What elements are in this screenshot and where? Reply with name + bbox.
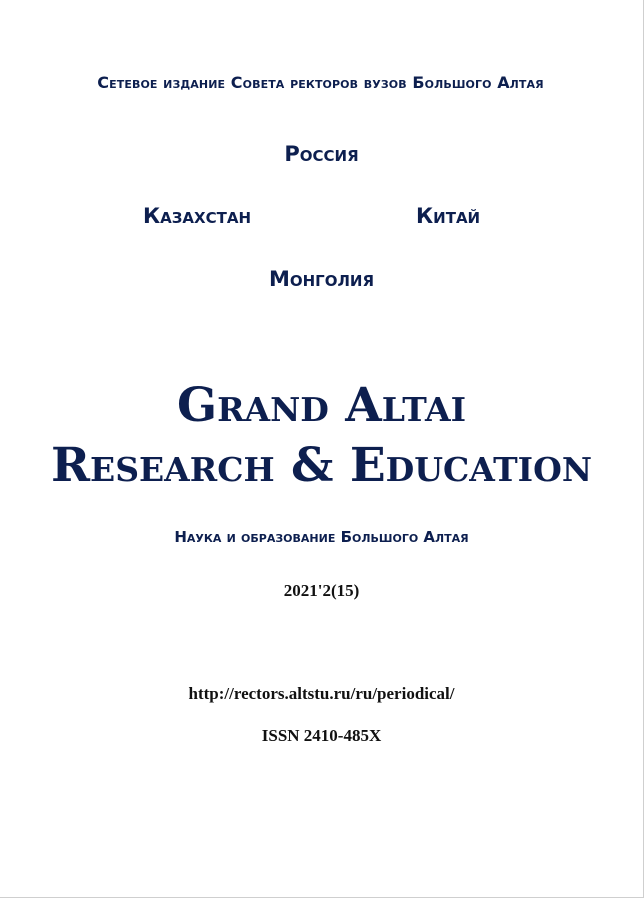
country-kazakhstan: Казахстан [143, 204, 252, 228]
country-russia: Россия [284, 142, 359, 166]
journal-title-line2: Research & Education [50, 438, 592, 493]
journal-subtitle: Наука и образование Большого Алтая [174, 528, 469, 546]
issn-number: ISSN 2410-485X [261, 726, 382, 745]
journal-title-line1: Grand Altai [176, 378, 467, 433]
country-mongolia: Монголия [268, 267, 375, 291]
journal-url: http://rectors.altstu.ru/ru/periodical/ [188, 684, 455, 703]
issue-number: 2021'2(15) [283, 581, 360, 600]
country-china: Китай [416, 204, 481, 228]
publisher-line: Сетевое издание Совета ректоров вузов Большого Алтая [97, 73, 544, 92]
